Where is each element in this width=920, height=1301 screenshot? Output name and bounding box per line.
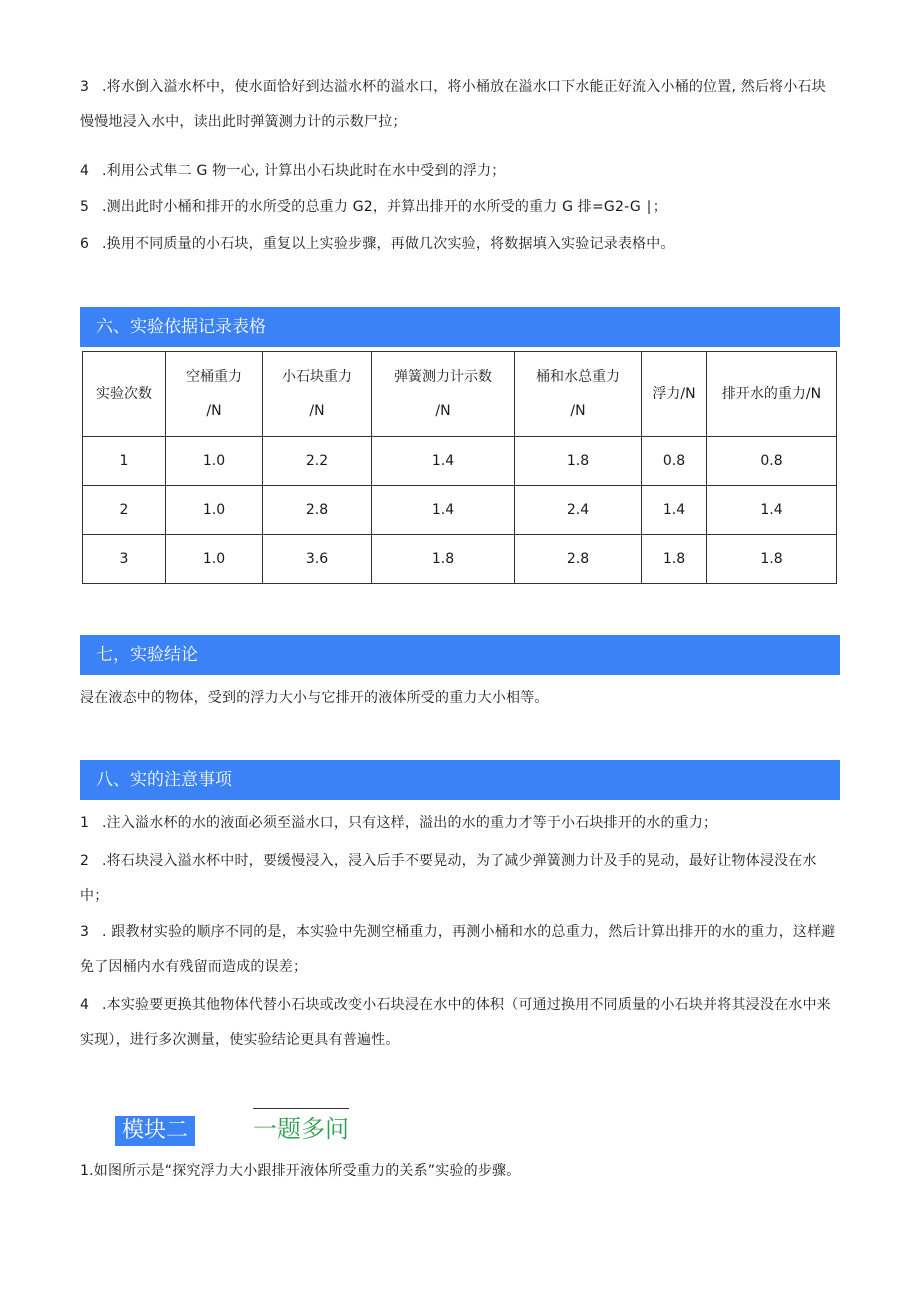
table-cell: 1.0 [166,437,263,486]
note-1 [80,806,840,841]
step-4 [80,154,840,189]
step-number: 5 [80,199,90,215]
step-number: 4 [80,163,90,179]
step-number: 6 [80,236,90,252]
table-cell: 2.8 [515,535,642,584]
table-cell: 1.8 [707,535,837,584]
note-number: 4 [80,997,90,1013]
header-spring-scale: 弹簧测力计示数 /N [372,352,515,437]
step-text: .利用公式隼二 G 物一心, 计算出小石块此时在水中受到的浮力； [102,163,506,179]
table-row [83,486,837,535]
table-cell: 2.2 [263,437,372,486]
step-text: .测出此时小桶和排开的水所受的总重力 G2，并算出排开的水所受的重力 G 排=G2-G ∣； [102,199,667,215]
table-cell: 1.0 [166,535,263,584]
header-bucket-water: 桶和水总重力 /N [515,352,642,437]
header-trial: 实验次数 [83,352,166,437]
note-number: 2 [80,853,90,869]
table-cell: 1.8 [642,535,707,584]
table-row [83,535,837,584]
table-cell: 1 [83,437,166,486]
question-text: 1.如图所示是“探究浮力大小跟排开液体所受重力的关系”实验的步骤。 [80,1163,521,1179]
conclusion-text: 浸在液态中的物体，受到的浮力大小与它排开的液体所受的重力大小相等。 [80,690,549,706]
note-4 [80,988,840,1058]
header-buoyancy: 浮力/N [642,352,707,437]
note-text: . 跟教材实验的顺序不同的是，本实验中先测空桶重力，再测小桶和水的总重力，然后计算出排开的水的重力，这样避免了因桶内水有残留而造成的误差； [80,924,836,975]
step-number: 3 [80,79,90,95]
table-cell: 0.8 [707,437,837,486]
table-cell: 1.4 [642,486,707,535]
header-stone-weight: 小石块重力 /N [263,352,372,437]
experiment-data-table [82,351,837,584]
table-cell: 0.8 [642,437,707,486]
table-cell: 2.4 [515,486,642,535]
table-cell: 3.6 [263,535,372,584]
step-3 [80,70,840,140]
table-cell: 3 [83,535,166,584]
table-row [83,437,837,486]
table-cell: 1.8 [515,437,642,486]
table-cell: 1.4 [707,486,837,535]
note-text: .注入溢水杯的水的液面必须至溢水口，只有这样，溢出的水的重力才等于小石块排开的水的重力； [102,815,718,831]
note-3 [80,915,840,985]
section-6-header: 六、实验依据记录表格 [80,307,840,347]
note-number: 1 [80,815,90,831]
section-7-header: 七，实验结论 [80,635,840,675]
module-title: 一题多问 [253,1108,349,1149]
step-text: .将水倒入溢水杯中，使水面恰好到达溢水杯的溢水口，将小桶放在溢水口下水能正好流入小桶的位置, 然后将小石块慢慢地浸入水中，读出此时弹簧测力计的示数尸拉； [80,79,826,130]
table-cell: 1.4 [372,437,515,486]
table-cell: 2.8 [263,486,372,535]
header-empty-bucket: 空桶重力 /N [166,352,263,437]
note-number: 3 [80,924,90,940]
step-6 [80,227,840,262]
table-cell: 1.4 [372,486,515,535]
table-cell: 2 [83,486,166,535]
table-cell: 1.0 [166,486,263,535]
table-cell: 1.8 [372,535,515,584]
step-5 [80,190,840,225]
step-text: .换用不同质量的小石块，重复以上实验步骤，再做几次实验，将数据填入实验记录表格中。 [102,236,675,252]
note-text: .将石块浸入溢水杯中时，要缓慢浸入，浸入后手不要晃动，为了减少弹簧测力计及手的晃动，最好让物体浸没在水中； [80,853,817,904]
module-tag: 模块二 [115,1116,195,1146]
header-displaced-weight: 排开水的重力/N [707,352,837,437]
note-text: .本实验要更换其他物体代替小石块或改变小石块浸在水中的体积（可通过换用不同质量的小石块并将其浸没在水中来实现），进行多次测量，使实验结论更具有普遍性。 [80,997,831,1048]
table-header-row [83,352,837,437]
note-2 [80,844,840,914]
section-8-header: 八、实的注意事项 [80,760,840,800]
